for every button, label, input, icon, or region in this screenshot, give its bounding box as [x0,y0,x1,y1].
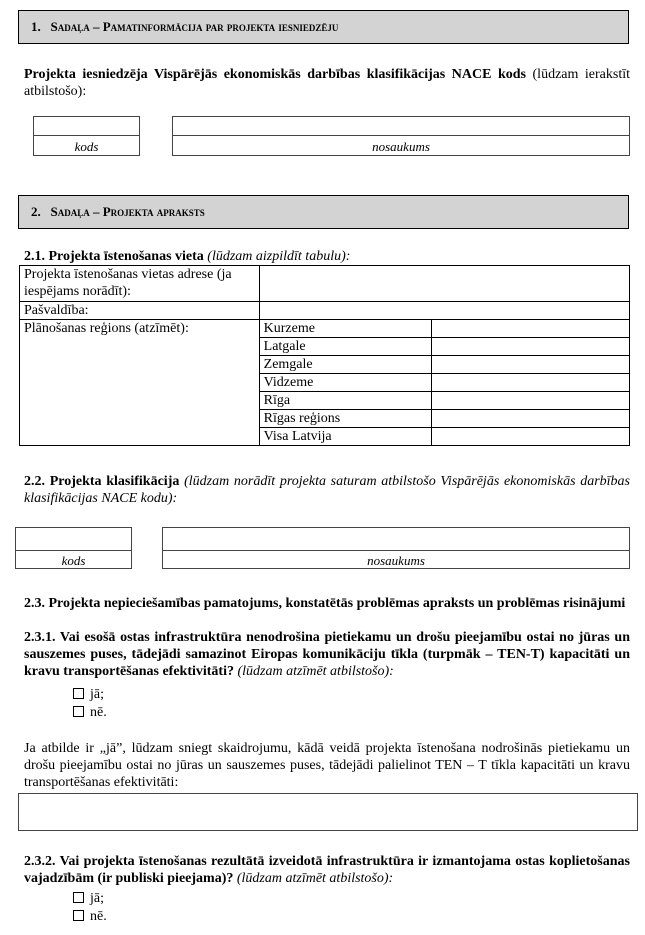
option-yes-1[interactable]: jā; [73,686,104,703]
section-2-2-heading: 2.2. Projekta klasifikācija (lūdzam norādīt projekta saturam atbilstošo Vispārējās ekonomiskās darbības klasifikācijas NACE kodu): [24,474,630,506]
location-table [19,265,630,446]
region-name: Rīgas reģions [259,410,432,428]
nace-name-field[interactable] [172,116,630,156]
region-name: Visa Latvija [259,428,432,446]
project-nace-code-field[interactable] [15,527,132,569]
region-mark-cell[interactable] [432,320,630,338]
region-mark-cell[interactable] [432,410,630,428]
region-name: Vidzeme [259,374,432,392]
code-label: kods [74,139,99,154]
option-no-1[interactable]: nē. [73,704,107,721]
region-name: Rīga [259,392,432,410]
checkbox-icon[interactable] [73,706,84,717]
address-input[interactable] [259,266,629,302]
municipality-input[interactable] [259,302,629,320]
section-2-number: 2. [31,204,41,219]
region-mark-cell[interactable] [432,356,630,374]
checkbox-icon[interactable] [73,910,84,921]
nace-code-field[interactable] [33,116,140,156]
name-label: nosaukums [372,139,430,154]
nace-question-rest: (lūdzam ierakstīt atbilstošo): [24,67,631,99]
section-2-3-heading: 2.3. Projekta nepieciešamības pamatojums, konstatētās problēmas apraksts un problēmas risinājumi [24,596,626,611]
region-mark-cell[interactable] [432,338,630,356]
region-mark-cell[interactable] [432,374,630,392]
explanation-prompt: Ja atbilde ir „jā”, lūdzam sniegt skaidrojumu, kādā veidā projekta īstenošana nodrošinās pietiekamu un drošu pieejamību ostai no jūras un sauszemes puses, tādejādi palielinot TEN – T tīkla kapacitāti un kravu transportēšanas efektivitāti: [24,741,630,790]
checkbox-icon[interactable] [73,688,84,699]
region-mark-cell[interactable] [432,392,630,410]
question-2-3-1: 2.3.1. Vai esošā ostas infrastruktūra nenodrošina pietiekamu un drošu pieejamību ostai no jūras un sauszemes puses, tādejādi samazinot Eiropas komunikāciju tīkla (turpmāk – TEN-T) kapacitāti un kravu transportēšanas efektivitāti? (lūdzam atzīmēt atbilstošo): [24,630,630,679]
section-2-title: Sadaļa – Projekta apraksts [50,204,205,219]
nace-question-bold: Projekta iesniedzēja Vispārējās ekonomiskās darbības klasifikācijas NACE kods [24,67,526,82]
address-label: Projekta īstenošanas vietas adrese (ja iespējams norādīt): [20,266,260,302]
option-no-2[interactable]: nē. [73,908,107,925]
region-mark-cell[interactable] [432,428,630,446]
region-row [20,320,630,338]
checkbox-icon[interactable] [73,892,84,903]
section-2-1-heading: 2.1. Projekta īstenošanas vieta (lūdzam aizpildīt tabulu): [24,249,351,264]
section-1-number: 1. [31,19,41,34]
municipality-row [20,302,630,320]
region-name: Latgale [259,338,432,356]
option-yes-2[interactable]: jā; [73,890,104,907]
region-name: Kurzeme [259,320,432,338]
explanation-input[interactable] [18,793,638,831]
region-name: Zemgale [259,356,432,374]
code-label: kods [61,553,86,568]
project-nace-name-field[interactable] [162,527,630,569]
section-2-header [18,195,629,229]
region-label: Plānošanas reģions (atzīmēt): [20,320,260,446]
nace-question [24,66,630,100]
question-2-3-2: 2.3.2. Vai projekta īstenošanas rezultātā izveidotā infrastruktūra ir izmantojama ostas koplietošanas vajadzībām (ir publiski pieejama)? (lūdzam atzīmēt atbilstošo): [24,854,630,886]
name-label: nosaukums [367,553,425,568]
section-1-header [18,10,629,44]
address-row [20,266,630,302]
section-1-title: Sadaļa – Pamatinformācija par projekta iesniedzēju [50,19,339,34]
municipality-label: Pašvaldība: [20,302,260,320]
